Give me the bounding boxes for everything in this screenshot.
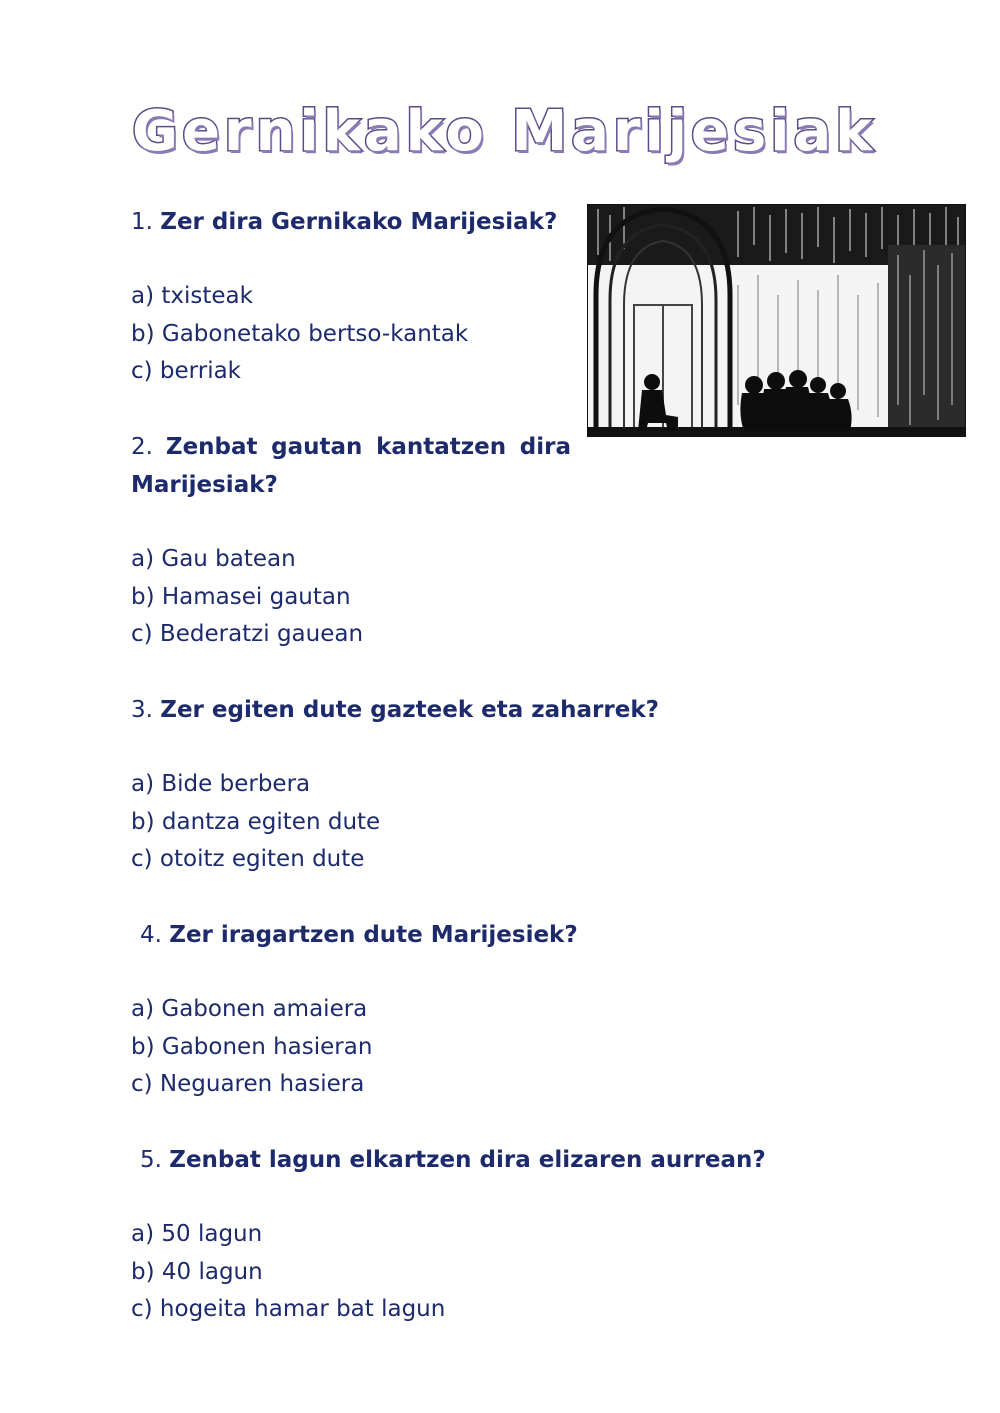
question-4-options xyxy=(131,991,372,1104)
question-text: Zer iragartzen dute Marijesiek? xyxy=(169,922,578,948)
option-c[interactable]: c) hogeita hamar bat lagun xyxy=(131,1296,446,1322)
question-1-options xyxy=(131,278,468,391)
question-text: Zer egiten dute gazteek eta zaharrek? xyxy=(160,697,659,723)
option-a[interactable]: a) txisteak xyxy=(131,283,253,309)
question-3 xyxy=(131,691,659,729)
question-number: 5. xyxy=(140,1147,162,1173)
option-b[interactable]: b) Hamasei gautan xyxy=(131,583,351,610)
question-text: Zer dira Gernikako Marijesiak? xyxy=(160,209,558,235)
option-b[interactable]: b) Gabonen hasieran xyxy=(131,1033,373,1060)
page-title: Gernikako Marijesiak xyxy=(132,99,877,164)
question-5-options xyxy=(131,1216,445,1329)
option-a[interactable]: a) Gabonen amaiera xyxy=(131,996,368,1022)
option-b[interactable]: b) dantza egiten dute xyxy=(131,808,381,835)
option-a[interactable]: a) Bide berbera xyxy=(131,771,311,797)
question-2-options xyxy=(131,541,363,654)
question-text: Zenbat gautan kantatzen dira Marijesiak? xyxy=(131,434,571,498)
option-b[interactable]: b) Gabonetako bertso-kantak xyxy=(131,320,469,347)
option-a[interactable]: a) Gau batean xyxy=(131,546,296,572)
option-b[interactable]: b) 40 lagun xyxy=(131,1258,263,1285)
question-3-options xyxy=(131,766,380,879)
church-door-image xyxy=(588,205,965,436)
option-c[interactable]: c) Neguaren hasiera xyxy=(131,1071,365,1097)
option-c[interactable]: c) Bederatzi gauean xyxy=(131,621,364,647)
question-number: 2. xyxy=(131,434,153,460)
option-c[interactable]: c) otoitz egiten dute xyxy=(131,846,365,872)
option-a[interactable]: a) 50 lagun xyxy=(131,1221,263,1247)
question-1 xyxy=(131,203,557,241)
question-number: 1. xyxy=(131,209,153,235)
question-5 xyxy=(140,1141,766,1179)
question-number: 3. xyxy=(131,697,153,723)
question-2 xyxy=(131,428,571,504)
question-text: Zenbat lagun elkartzen dira elizaren aurrean? xyxy=(169,1147,766,1173)
question-4 xyxy=(140,916,578,954)
question-number: 4. xyxy=(140,922,162,948)
option-c[interactable]: c) berriak xyxy=(131,358,241,384)
church-door-illustration xyxy=(587,204,966,437)
